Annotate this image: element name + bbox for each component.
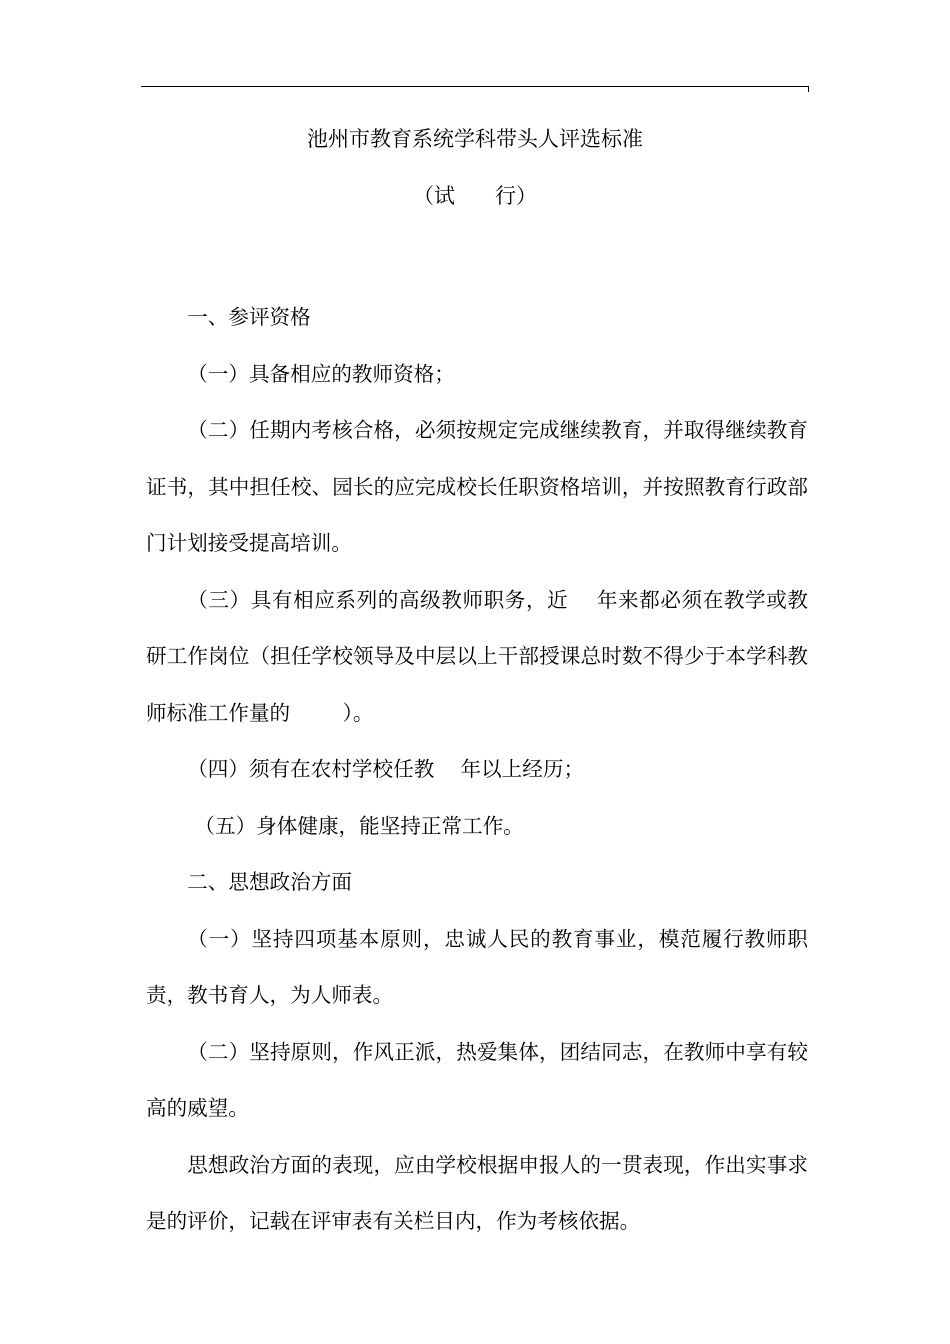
document-subtitle: （试 行）: [412, 184, 538, 208]
document-title: 池州市教育系统学科带头人评选标准: [307, 127, 643, 151]
paragraph-item-4: （四）须有在农村学校任教 年以上经历；: [187, 757, 585, 781]
paragraph-item-3: （三）具有相应系列的高级教师职务，近 年来都必须在教学或教研工作岗位（担任学校领导及中层以上干部授课总时数不得少于本学科教师标准工作量的 ）。: [146, 587, 808, 725]
section-heading-eligibility: 一、参评资格: [187, 305, 311, 329]
paragraph-political-2: （二）坚持原则，作风正派，热爱集体，团结同志，在教师中享有较高的威望。: [146, 1039, 808, 1120]
section-heading-political: 二、思想政治方面: [187, 870, 352, 894]
header-rule-tick: [808, 86, 809, 92]
paragraph-item-2: （二）任期内考核合格，必须按规定完成继续教育，并取得继续教育证书，其中担任校、园长的应完成校长任职资格培训，并按照教育行政部门计划接受提高培训。: [146, 418, 808, 555]
header-rule: [141, 86, 809, 87]
paragraph-item-5: （五）身体健康，能坚持正常工作。: [194, 813, 524, 838]
paragraph-item-1: （一）具备相应的教师资格；: [187, 361, 455, 386]
paragraph-political-1: （一）坚持四项基本原则，忠诚人民的教育事业，模范履行教师职责，教书育人，为人师表。: [146, 926, 808, 1007]
document-body: [146, 289, 808, 1250]
paragraph-political-summary: 思想政治方面的表现，应由学校根据申报人的一贯表现，作出实事求是的评价，记载在评审表有关栏目内，作为考核依据。: [146, 1152, 808, 1233]
